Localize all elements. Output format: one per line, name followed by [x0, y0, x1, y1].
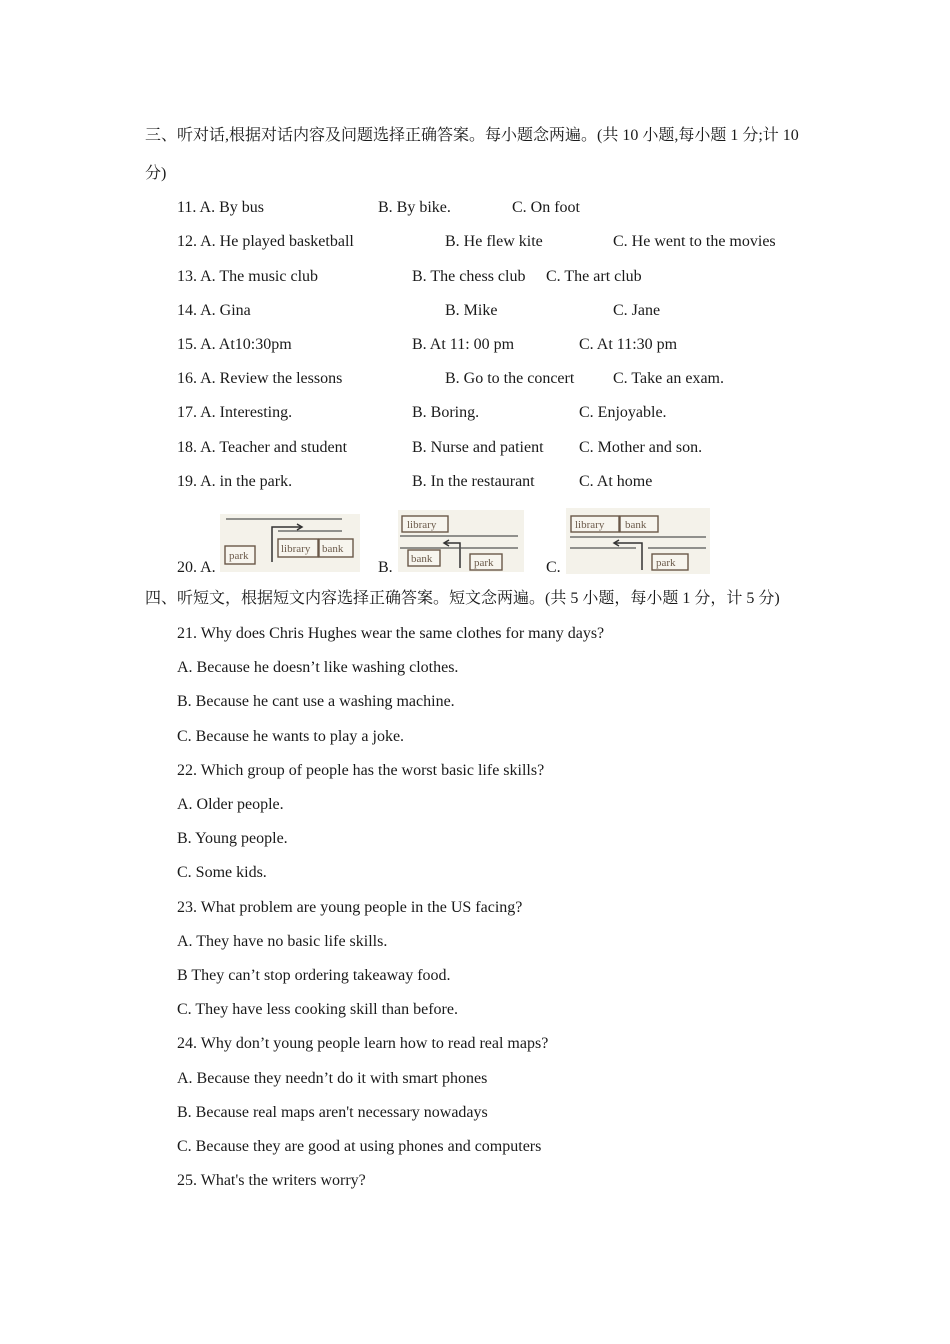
q13-option-a: 13. A. The music club	[177, 268, 319, 285]
map-c-bank-label: bank	[625, 519, 647, 531]
q20-option-c: C.	[546, 559, 561, 576]
q19-option-a: 19. A. in the park.	[177, 473, 293, 490]
q12-option-c: C. He went to the movies	[613, 233, 776, 250]
map-a-bank-label: bank	[322, 543, 344, 555]
q16-option-b: B. Go to the concert	[445, 370, 575, 387]
q20-map-b	[398, 510, 524, 572]
section3-heading-cont: 分)	[145, 165, 167, 182]
q14-option-b: B. Mike	[445, 302, 498, 319]
q15-option-c: C. At 11:30 pm	[579, 336, 678, 353]
q13-option-c: C. The art club	[546, 268, 642, 285]
q18-option-c: C. Mother and son.	[579, 439, 703, 456]
q24-option-c: C. Because they are good at using phones and computers	[177, 1138, 542, 1155]
q15-option-a: 15. A. At10:30pm	[177, 336, 292, 353]
q18-option-b: B. Nurse and patient	[412, 439, 544, 456]
q24-option-b: B. Because real maps aren't necessary nowadays	[177, 1104, 488, 1121]
q22-option-c: C. Some kids.	[177, 864, 267, 881]
q21-option-b: B. Because he cant use a washing machine.	[177, 693, 455, 710]
q20-map-a	[220, 514, 360, 572]
q14-option-a: 14. A. Gina	[177, 302, 251, 319]
q22-option-b: B. Young people.	[177, 830, 288, 847]
q22-option-a: A. Older people.	[177, 796, 284, 813]
map-a-library-label: library	[281, 543, 311, 555]
map-b-park-label: park	[474, 557, 494, 569]
q19-option-c: C. At home	[579, 473, 653, 490]
q17-option-a: 17. A. Interesting.	[177, 404, 293, 421]
q14-option-c: C. Jane	[613, 302, 661, 319]
map-b-bank-label: bank	[411, 553, 433, 565]
q22-question: 22. Which group of people has the worst basic life skills?	[177, 762, 545, 779]
q23-option-c: C. They have less cooking skill than before.	[177, 1001, 458, 1018]
q11-option-a: 11. A. By bus	[177, 199, 264, 216]
q12-option-b: B. He flew kite	[445, 233, 543, 250]
q23-question: 23. What problem are young people in the US facing?	[177, 899, 523, 916]
q23-option-b: B They can’t stop ordering takeaway food.	[177, 967, 451, 984]
q24-question: 24. Why don’t young people learn how to read real maps?	[177, 1035, 549, 1052]
q25-question: 25. What's the writers worry?	[177, 1172, 366, 1189]
map-b-library-label: library	[407, 519, 437, 531]
q16-option-c: C. Take an exam.	[613, 370, 724, 387]
q20-map-c	[566, 508, 710, 574]
q17-option-c: C. Enjoyable.	[579, 404, 667, 421]
q20-option-a: 20. A.	[177, 559, 216, 576]
q24-option-a: A. Because they needn’t do it with smart phones	[177, 1070, 488, 1087]
q18-option-a: 18. A. Teacher and student	[177, 439, 348, 456]
q16-option-a: 16. A. Review the lessons	[177, 370, 343, 387]
q20-option-b: B.	[378, 559, 393, 576]
map-c-library-label: library	[575, 519, 605, 531]
q11-option-b: B. By bike.	[378, 199, 451, 216]
section4-heading: 四、听短文，根据短文内容选择正确答案。短文念两遍。(共 5 小题，每小题 1 分，计 5 分)	[145, 590, 780, 607]
map-a-park-label: park	[229, 550, 249, 562]
q15-option-b: B. At 11: 00 pm	[412, 336, 515, 353]
q21-question: 21. Why does Chris Hughes wear the same clothes for many days?	[177, 625, 605, 642]
q21-option-a: A. Because he doesn’t like washing clothes.	[177, 659, 459, 676]
q17-option-b: B. Boring.	[412, 404, 480, 421]
q21-option-c: C. Because he wants to play a joke.	[177, 728, 405, 745]
q23-option-a: A. They have no basic life skills.	[177, 933, 388, 950]
map-c-park-label: park	[656, 557, 676, 569]
q13-option-b: B. The chess club	[412, 268, 526, 285]
section3-heading: 三、听对话,根据对话内容及问题选择正确答案。每小题念两遍。(共 10 小题,每小题 1 分;计 10	[145, 127, 799, 144]
q19-option-b: B. In the restaurant	[412, 473, 535, 490]
q12-option-a: 12. A. He played basketball	[177, 233, 354, 250]
q11-option-c: C. On foot	[512, 199, 580, 216]
